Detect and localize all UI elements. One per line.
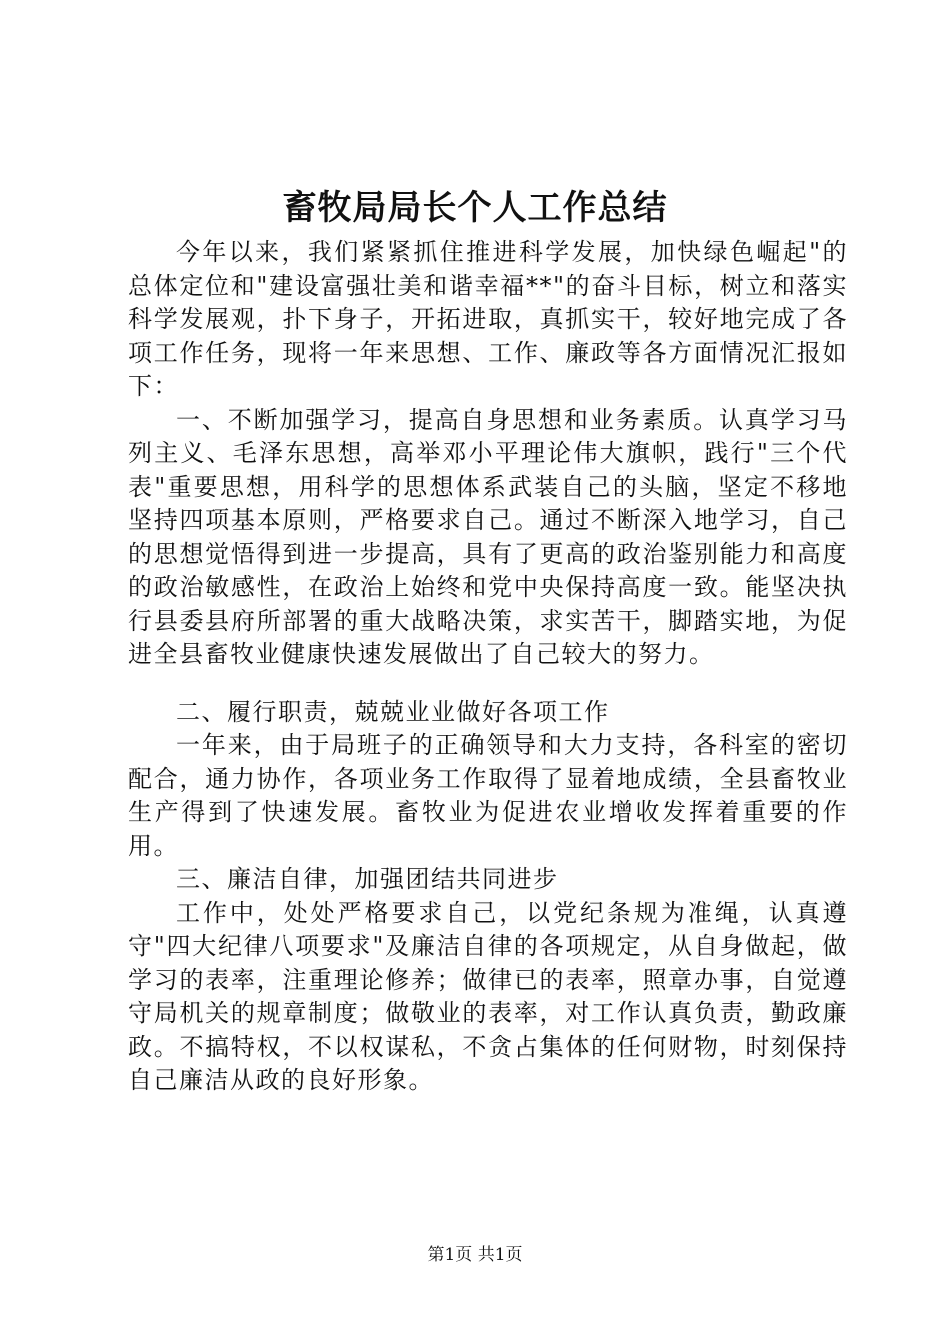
document-title: 畜牧局局长个人工作总结 (282, 188, 668, 228)
paragraph-gap (128, 672, 848, 696)
section-3-paragraph: 工作中，处处严格要求自己，以党纪条规为准绳，认真遵守"四大纪律八项要求"及廉洁自律的各项规定，从自身做起，做学习的表率，注重理论修养；做律已的表率，照章办事，自觉遵守局机关的规章制度；做敬业的表率，对工作认真负责，勤政廉政。不搞特权，不以权谋私，不贪占集体的任何财物，时刻保持自己廉洁从政的良好形象。 (128, 898, 848, 1094)
section-3-heading: 三、廉洁自律，加强团结共同进步 (176, 865, 559, 893)
intro-paragraph: 今年以来，我们紧紧抓住推进科学发展，加快绿色崛起"的总体定位和"建设富强壮美和谐幸福**"的奋斗目标，树立和落实科学发展观，扑下身子，开拓进取，真抓实干，较好地完成了各项工作任务，现将一年来思想、工作、廉政等各方面情况汇报如下： (128, 238, 848, 400)
section-2-heading: 二、履行职责，兢兢业业做好各项工作 (176, 697, 610, 726)
document-body (128, 236, 848, 1098)
section-1-paragraph: 一、不断加强学习，提高自身思想和业务素质。认真学习马列主义、毛泽东思想，高举邓小平理论伟大旗帜，践行"三个代表"重要思想，用科学的思想体系武装自己的头脑，坚定不移地坚持四项基本原则，严格要求自己。通过不断深入地学习，自己的思想觉悟得到进一步提高，具有了更高的政治鉴别能力和高度的政治敏感性，在政治上始终和党中央保持高度一致。能坚决执行县委县府所部署的重大战略决策，求实苦干，脚踏实地，为促进全县畜牧业健康快速发展做出了自己较大的努力。 (128, 405, 848, 668)
page-footer: 第1页 共1页 (427, 1245, 523, 1265)
section-2-paragraph: 一年来，由于局班子的正确领导和大力支持，各科室的密切配合，通力协作，各项业务工作取得了显着地成绩，全县畜牧业生产得到了快速发展。畜牧业为促进农业增收发挥着重要的作用。 (128, 731, 848, 860)
